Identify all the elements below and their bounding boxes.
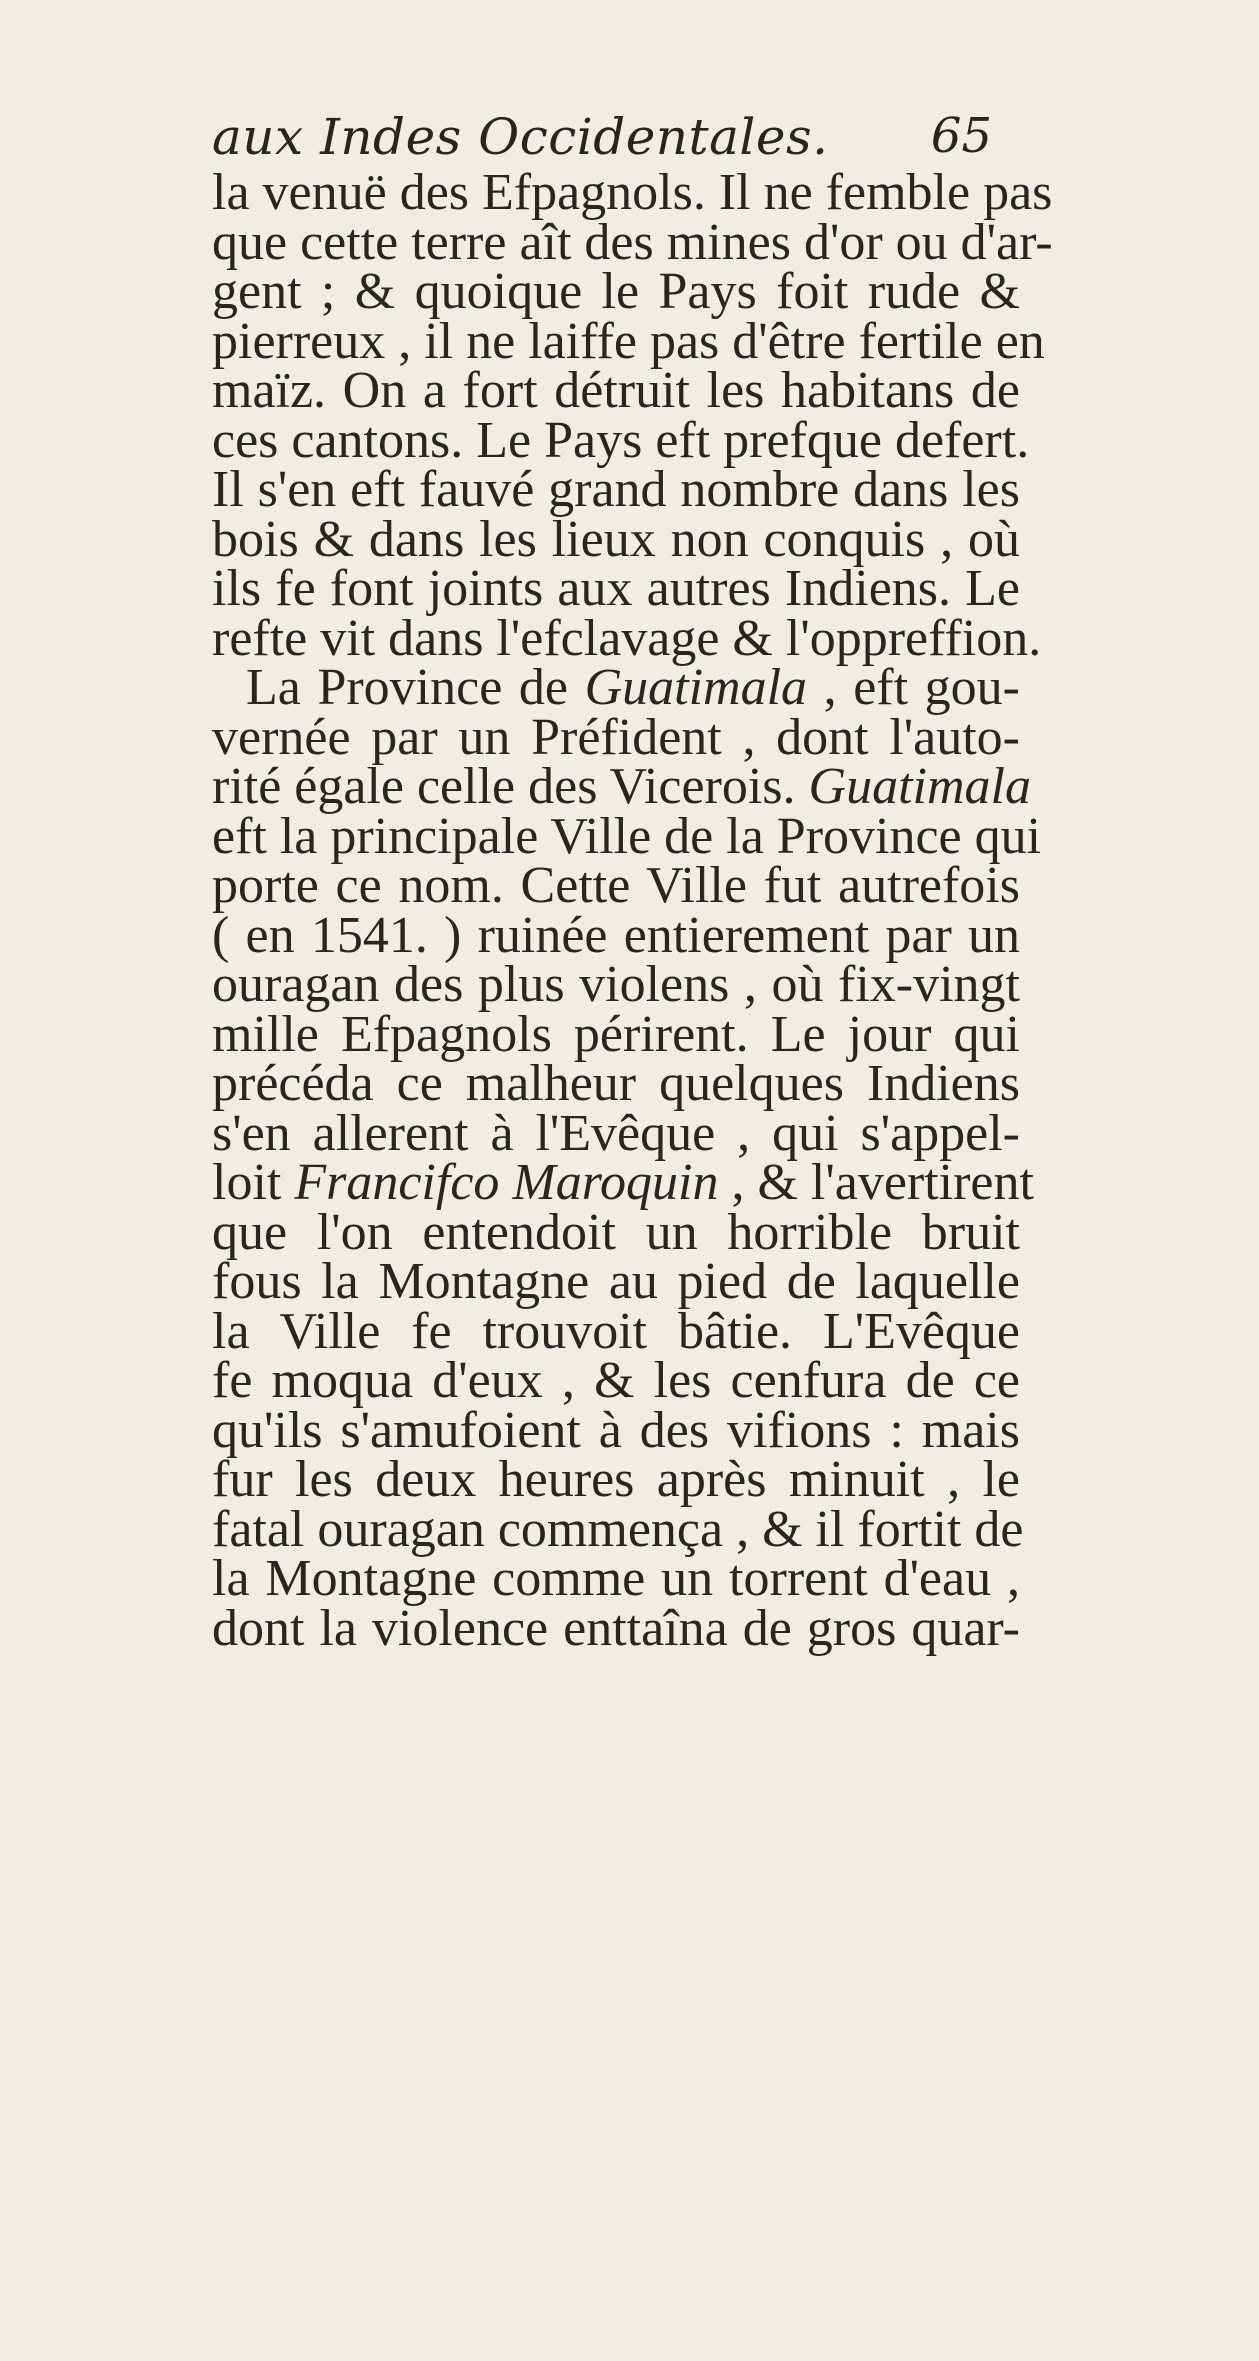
text-line: ( en 1541. ) ruinée entierement par un [212,906,1020,964]
text-line: que l'on entendoit un horrible bruit [212,1203,1020,1261]
text-line: précéda ce malheur quelques Indiens [212,1055,1020,1112]
text-run: loit [212,1154,295,1211]
text-line: pierreux , il ne laiffe pas d'être fertile en [212,312,1045,370]
body-text [212,164,1053,1657]
running-title: aux Indes Occidentales. [212,108,829,166]
text-line: gent ; & quoique le Pays foit rude & [212,263,1020,320]
text-line: fous la Montagne au pied de laquelle [212,1253,1020,1310]
text-line: ils fe font joints aux autres Indiens. Le [212,560,1020,617]
text-run: La Province de [246,659,585,716]
text-line: s'en allerent à l'Evêque , qui s'appel- [212,1104,1020,1162]
italic-run: Guatimala [584,659,808,716]
text-line: mille Efpagnols périrent. Le jour qui [212,1005,1020,1063]
text-line: vernée par un Préfident , dont l'auto- [212,708,1020,766]
text-line: la Ville fe trouvoit bâtie. L'Evêque [212,1302,1020,1360]
text-line [212,659,1020,716]
text-line: la Montagne comme un torrent d'eau , [212,1550,1020,1607]
text-run: , eft gou- [807,659,1020,716]
text-run: , & l'avertirent [718,1154,1034,1211]
text-line: dont la violence enttaîna de gros quar- [212,1599,1020,1657]
text-line: bois & dans les lieux non conquis , où [212,510,1020,568]
text-line: refte vit dans l'efclavage & l'oppreffion. [212,609,1042,667]
text-line: maïz. On a fort détruit les habitans de [212,362,1020,419]
text-line [212,758,1031,815]
page-number: 65 [930,108,992,164]
text-line: qu'ils s'amufoient à des vifions : mais [212,1401,1020,1459]
italic-run: Francifco Maroquin [294,1154,719,1211]
text-line: Il s'en eft fauvé grand nombre dans les [212,461,1020,518]
text-line: ces cantons. Le Pays eft prefque defert. [212,411,1030,469]
text-run: rité égale celle des Vicerois. [212,758,809,815]
text-line: porte ce nom. Cette Ville fut autrefois [212,857,1020,914]
text-line: la venuë des Efpagnols. Il ne femble pas [212,164,1053,221]
text-line: fe moqua d'eux , & les cenfura de ce [212,1352,1020,1409]
text-line: fur les deux heures après minuit , le [212,1451,1020,1508]
text-line: eft la principale Ville de la Province qui [212,807,1042,865]
text-line: que cette terre aît des mines d'or ou d'ar- [212,213,1053,271]
text-line: fatal ouragan commença , & il fortit de [212,1500,1024,1558]
text-line [212,1154,1034,1211]
italic-run: Guatimala [808,758,1031,815]
text-line: ouragan des plus violens , où fix-vingt [212,956,1020,1013]
